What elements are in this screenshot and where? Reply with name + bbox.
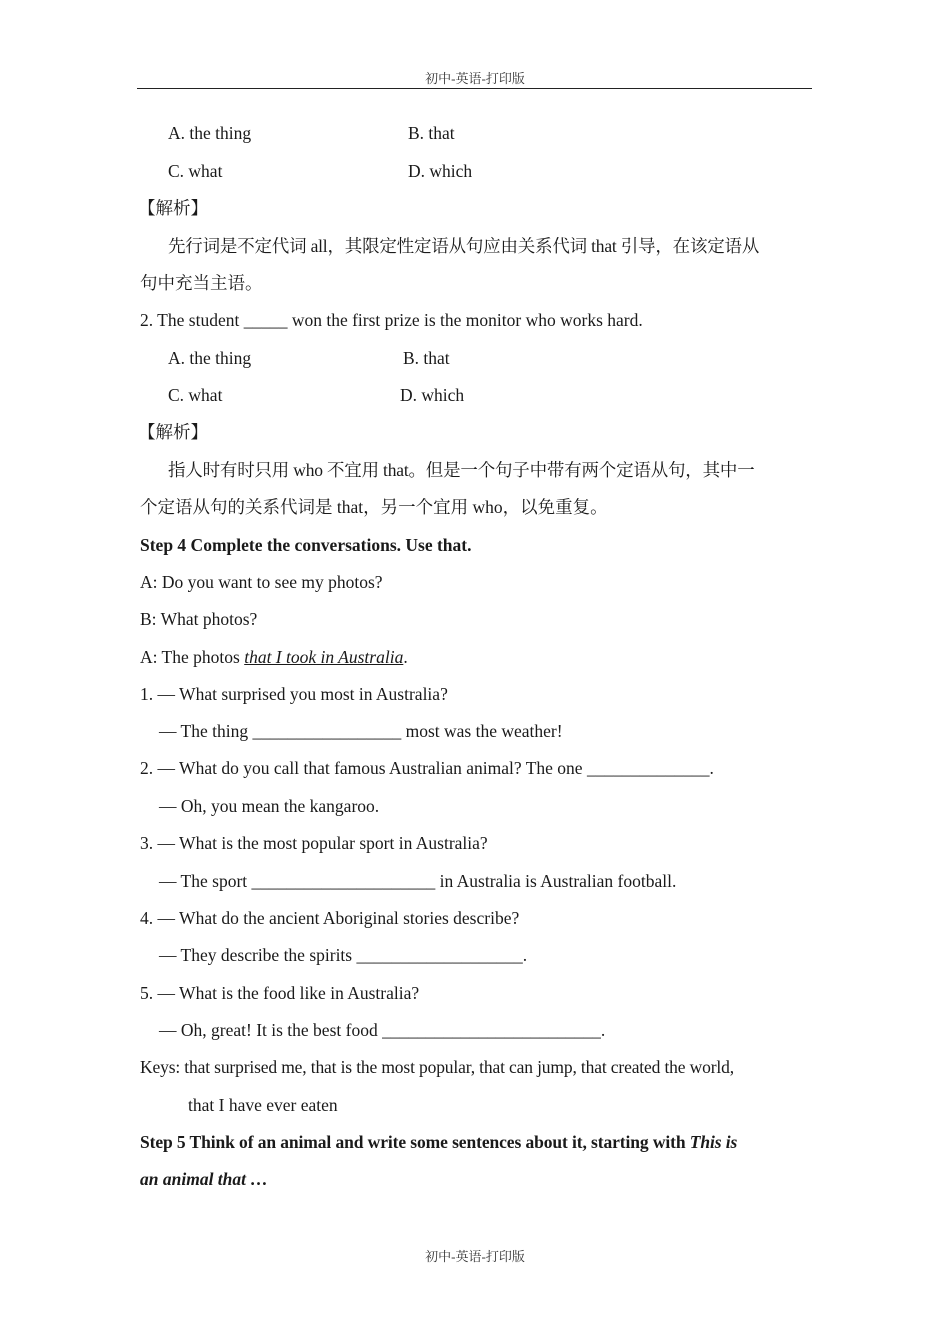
step-4-title: Step 4 Complete the conversations. Use that. <box>140 535 472 555</box>
q2-option-d: D. which <box>400 385 465 405</box>
q1-option-b: B. that <box>408 123 455 143</box>
example-a2-underlined: that I took in Australia <box>244 647 404 667</box>
conversation-5-answer: — Oh, great! It is the best food _________________________. <box>159 1020 606 1040</box>
conversation-2-question: 2. — What do you call that famous Australian animal? The one ______________. <box>140 758 714 778</box>
conversation-3-question: 3. — What is the most popular sport in Australia? <box>140 833 488 853</box>
page-header: 初中-英语-打印版 <box>425 71 525 86</box>
conversation-5-question: 5. — What is the food like in Australia? <box>140 983 420 1003</box>
header-rule <box>137 88 812 89</box>
analysis-1-line-2: 句中充当主语。 <box>140 273 263 293</box>
conversation-1-answer: — The thing _________________ most was the weather! <box>159 721 563 741</box>
conversation-4-question: 4. — What do the ancient Aboriginal stories describe? <box>140 908 520 928</box>
q1-option-a: A. the thing <box>168 123 252 143</box>
analysis-heading-1: 【解析】 <box>138 198 208 218</box>
conversation-2-answer: — Oh, you mean the kangaroo. <box>159 796 380 816</box>
step-5-line-2: an animal that … <box>140 1169 268 1189</box>
question-2: 2. The student _____ won the first prize is the monitor who works hard. <box>140 310 643 330</box>
analysis-heading-2: 【解析】 <box>138 422 208 442</box>
analysis-2-line-2: 个定语从句的关系代词是 that，另一个宜用 who，以免重复。 <box>140 497 608 517</box>
step-5-line-1 <box>140 1131 737 1153</box>
q2-option-c: C. what <box>168 385 223 405</box>
q2-option-a: A. the thing <box>168 348 252 368</box>
step-5-prefix: Step 5 Think of an animal and write some sentences about it, starting with <box>140 1132 690 1152</box>
q1-option-c: C. what <box>168 161 223 181</box>
conversation-1-question: 1. — What surprised you most in Australia? <box>140 684 448 704</box>
q1-option-d: D. which <box>408 161 473 181</box>
example-line-a2 <box>140 646 408 668</box>
step-5-italic-1: This is <box>689 1132 738 1152</box>
page-footer: 初中-英语-打印版 <box>425 1249 525 1264</box>
analysis-1-line-1: 先行词是不定代词 all，其限定性定语从句应由关系代词 that 引导，在该定语从 <box>168 236 760 256</box>
keys-line-1: Keys: that surprised me, that is the most popular, that can jump, that created the world, <box>140 1057 734 1077</box>
q2-option-b: B. that <box>403 348 450 368</box>
example-a2-prefix: A: The photos <box>140 647 245 667</box>
example-a2-suffix: . <box>403 647 408 667</box>
analysis-2-line-1: 指人时有时只用 who 不宜用 that。但是一个句子中带有两个定语从句，其中一 <box>168 460 755 480</box>
conversation-4-answer: — They describe the spirits ___________________. <box>159 945 528 965</box>
conversation-3-answer: — The sport _____________________ in Australia is Australian football. <box>159 871 677 891</box>
example-line-b1: B: What photos? <box>140 609 258 629</box>
example-line-a1: A: Do you want to see my photos? <box>140 572 383 592</box>
keys-line-2: that I have ever eaten <box>188 1095 338 1115</box>
